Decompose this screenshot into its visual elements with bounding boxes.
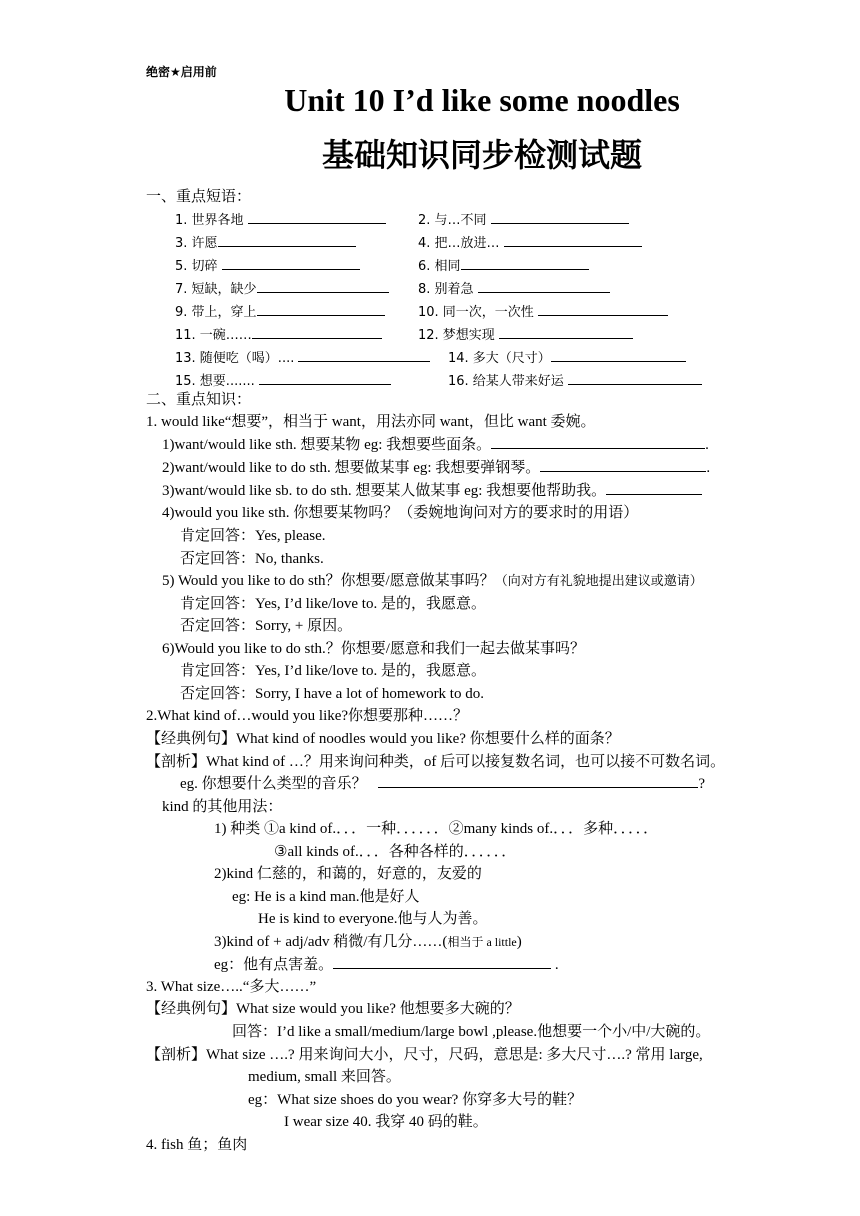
phrase-item: 10. 同一次，一次性 bbox=[418, 301, 668, 320]
point-3-heading: 3. What size…..“多大……” bbox=[146, 979, 317, 995]
phrase-item: 5. 切碎 bbox=[175, 255, 360, 274]
point-1-heading: 1. would like“想要”，相当于 want，用法亦同 want，但比 want 委婉。 bbox=[146, 414, 596, 430]
section-heading-phrases: 一、重点短语： bbox=[146, 189, 252, 205]
point-3-analysis-cont: medium, small 来回答。 bbox=[248, 1069, 401, 1085]
point-3-analysis: 【剖析】What size ….? 用来询问大小，尺寸，尺码，意思是: 多大尺寸….? 常用 large, bbox=[146, 1047, 703, 1063]
point-2-heading: 2.What kind of…would you like?你想要那种……？ bbox=[146, 708, 469, 724]
point-1-usage-5: 5) Would you like to do sth？你想要/愿意做某事吗？（向对方有礼貌地提出建议或邀请） bbox=[162, 573, 703, 589]
kind-usage-heading: kind 的其他用法： bbox=[162, 799, 283, 815]
point-1-usage-4: 4)would you like sth. 你想要某物吗？（委婉地询问对方的要求时的用语） bbox=[162, 505, 639, 521]
point-3-example: 【经典例句】What size would you like? 他想要多大碗的？ bbox=[146, 1001, 520, 1017]
answer-positive: 肯定回答：Yes, I’d like/love to. 是的，我愿意。 bbox=[180, 663, 486, 679]
phrase-item: 3. 许愿 bbox=[175, 232, 356, 251]
phrase-item: 13. 随便吃（喝）.... bbox=[175, 347, 430, 366]
answer-negative: 否定回答：Sorry, + 原因。 bbox=[180, 618, 353, 634]
page-title-english: Unit 10 I’d like some noodles bbox=[284, 82, 680, 118]
point-1-usage-6: 6)Would you like to do sth.？你想要/愿意和我们一起去做某事吗？ bbox=[162, 641, 585, 657]
page-title-chinese: 基础知识同步检测试题 bbox=[321, 136, 642, 174]
point-1-usage-2: 2)want/would like to do sth. 想要做某事 eg: 我想要弹钢琴。 . bbox=[162, 456, 710, 477]
phrase-item: 11. 一碗…… bbox=[175, 324, 382, 343]
phrase-item: 8. 别着急 bbox=[418, 278, 610, 297]
phrase-item: 4. 把…放进… bbox=[418, 232, 642, 251]
phrase-item: 15. 想要....... bbox=[175, 370, 391, 389]
point-3-example-answer: I wear size 40. 我穿 40 码的鞋。 bbox=[284, 1114, 488, 1130]
confidential-header: 绝密★启用前 bbox=[146, 65, 217, 79]
phrase-item: 9. 带上，穿上 bbox=[175, 301, 385, 320]
phrase-item: 12. 梦想实现 bbox=[418, 324, 633, 343]
phrase-item: 1. 世界各地 bbox=[175, 209, 386, 228]
answer-positive: 肯定回答：Yes, please. bbox=[180, 528, 326, 544]
section-heading-knowledge: 二、重点知识： bbox=[146, 392, 252, 408]
kind-usage-2: 2)kind 仁慈的，和蔼的，好意的，友爱的 bbox=[214, 866, 482, 882]
phrase-item: 7. 短缺，缺少 bbox=[175, 278, 389, 297]
phrase-item: 16. 给某人带来好运 bbox=[448, 370, 702, 389]
kind-usage-3: 3)kind of + adj/adv 稍微/有几分……(相当于 a little) bbox=[214, 934, 522, 950]
phrase-item: 14. 多大（尺寸） bbox=[448, 347, 686, 366]
phrase-item: 2. 与…不同 bbox=[418, 209, 629, 228]
point-4-heading: 4. fish 鱼；鱼肉 bbox=[146, 1137, 248, 1153]
answer-positive: 肯定回答：Yes, I’d like/love to. 是的，我愿意。 bbox=[180, 596, 486, 612]
kind-usage-1b: ③all kinds of.．．．各种各样的．．．．．． bbox=[274, 844, 517, 860]
kind-usage-1: 1) 种类 ①a kind of.．．．一种．．．．．．②many kinds of.．．．多种．．．．． bbox=[214, 821, 659, 837]
kind-usage-3-exercise: eg：他有点害羞。 . bbox=[214, 953, 559, 974]
point-1-usage-3: 3)want/would like sb. to do sth. 想要某人做某事 eg: 我想要他帮助我。 bbox=[162, 479, 702, 500]
point-2-analysis: 【剖析】What kind of …？用来询问种类，of 后可以接复数名词，也可以接不可数名词。 bbox=[146, 754, 726, 770]
kind-usage-2-example: eg: He is a kind man.他是好人 bbox=[232, 889, 420, 905]
point-3-example-question: eg：What size shoes do you wear? 你穿多大号的鞋？ bbox=[248, 1092, 583, 1108]
point-2-example: 【经典例句】What kind of noodles would you like? 你想要什么样的面条？ bbox=[146, 731, 620, 747]
point-1-usage-1: 1)want/would like sth. 想要某物 eg: 我想要些面条。 . bbox=[162, 433, 709, 454]
point-3-answer: 回答：I’d like a small/medium/large bowl ,please.他想要一个小/中/大碗的。 bbox=[232, 1024, 711, 1040]
answer-negative: 否定回答：No, thanks. bbox=[180, 551, 324, 567]
kind-usage-2-example: He is kind to everyone.他与人为善。 bbox=[258, 911, 488, 927]
answer-negative: 否定回答：Sorry, I have a lot of homework to do. bbox=[180, 686, 484, 702]
point-2-exercise: eg. 你想要什么类型的音乐？ ? bbox=[180, 772, 705, 793]
phrase-item: 6. 相同 bbox=[418, 255, 589, 274]
